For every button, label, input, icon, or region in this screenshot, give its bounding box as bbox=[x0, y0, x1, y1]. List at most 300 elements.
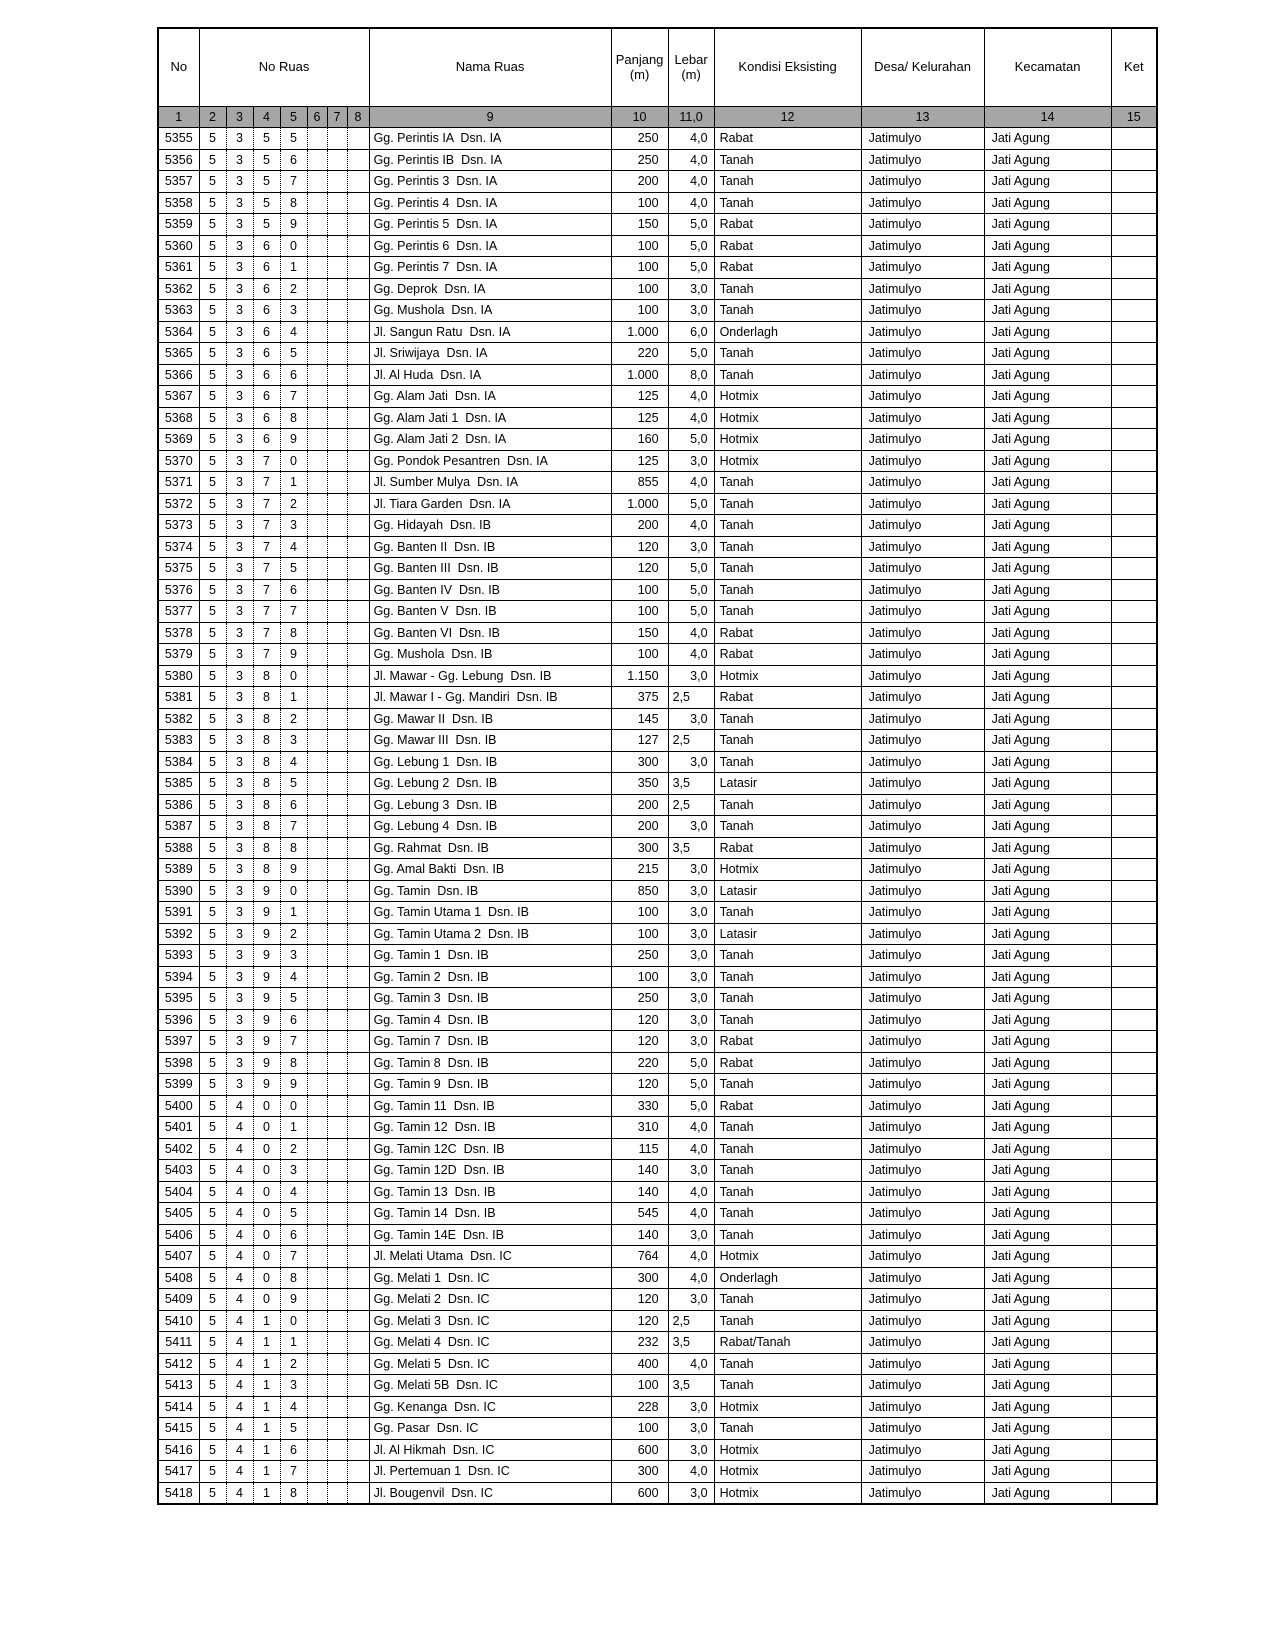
cell-kecamatan: Jati Agung bbox=[984, 988, 1111, 1010]
cell-ruas-digit-2: 3 bbox=[226, 579, 253, 601]
cell-ruas-digit-1: 5 bbox=[199, 1332, 226, 1354]
cell-ruas-digit-3: 7 bbox=[253, 644, 280, 666]
table-row bbox=[158, 1138, 1157, 1160]
cell-ruas-digit-4: 9 bbox=[280, 1289, 307, 1311]
cell-ruas-digit-5 bbox=[307, 1052, 327, 1074]
cell-ruas-digit-7 bbox=[347, 536, 369, 558]
cell-kecamatan: Jati Agung bbox=[984, 214, 1111, 236]
cell-nama-ruas: Gg. Lebung 2 Dsn. IB bbox=[369, 773, 611, 795]
cell-kecamatan: Jati Agung bbox=[984, 1396, 1111, 1418]
cell-ruas-digit-7 bbox=[347, 880, 369, 902]
cell-ruas-digit-5 bbox=[307, 536, 327, 558]
cell-lebar: 3,0 bbox=[668, 816, 714, 838]
cell-ruas-digit-2: 3 bbox=[226, 665, 253, 687]
cell-lebar: 3,0 bbox=[668, 1396, 714, 1418]
cell-lebar: 5,0 bbox=[668, 1074, 714, 1096]
cell-no: 5382 bbox=[158, 708, 199, 730]
table-row bbox=[158, 1031, 1157, 1053]
cell-ruas-digit-7 bbox=[347, 902, 369, 924]
cell-ket bbox=[1111, 1246, 1157, 1268]
cell-kecamatan: Jati Agung bbox=[984, 278, 1111, 300]
cell-ruas-digit-5 bbox=[307, 579, 327, 601]
cell-lebar: 3,0 bbox=[668, 1289, 714, 1311]
table-row bbox=[158, 235, 1157, 257]
column-number-4: 4 bbox=[253, 107, 280, 128]
cell-kecamatan: Jati Agung bbox=[984, 902, 1111, 924]
cell-kecamatan: Jati Agung bbox=[984, 880, 1111, 902]
cell-ruas-digit-4: 0 bbox=[280, 665, 307, 687]
cell-ruas-digit-5 bbox=[307, 515, 327, 537]
cell-ruas-digit-3: 9 bbox=[253, 902, 280, 924]
cell-ruas-digit-7 bbox=[347, 1267, 369, 1289]
cell-kondisi-eksisting: Tanah bbox=[714, 730, 861, 752]
cell-ruas-digit-7 bbox=[347, 1439, 369, 1461]
cell-no: 5387 bbox=[158, 816, 199, 838]
cell-ruas-digit-5 bbox=[307, 1353, 327, 1375]
cell-desa-kelurahan: Jatimulyo bbox=[861, 1224, 984, 1246]
cell-ruas-digit-5 bbox=[307, 794, 327, 816]
cell-desa-kelurahan: Jatimulyo bbox=[861, 214, 984, 236]
cell-ruas-digit-6 bbox=[327, 1267, 347, 1289]
table-row bbox=[158, 773, 1157, 795]
cell-ket bbox=[1111, 128, 1157, 150]
cell-ket bbox=[1111, 321, 1157, 343]
cell-ruas-digit-7 bbox=[347, 837, 369, 859]
table-row bbox=[158, 149, 1157, 171]
cell-nama-ruas: Gg. Tamin 13 Dsn. IB bbox=[369, 1181, 611, 1203]
cell-ruas-digit-5 bbox=[307, 751, 327, 773]
cell-ruas-digit-2: 3 bbox=[226, 601, 253, 623]
cell-no: 5390 bbox=[158, 880, 199, 902]
cell-ruas-digit-7 bbox=[347, 708, 369, 730]
cell-ruas-digit-6 bbox=[327, 1009, 347, 1031]
table-row bbox=[158, 558, 1157, 580]
cell-no: 5395 bbox=[158, 988, 199, 1010]
cell-ruas-digit-7 bbox=[347, 1074, 369, 1096]
cell-ruas-digit-3: 9 bbox=[253, 966, 280, 988]
cell-ket bbox=[1111, 1353, 1157, 1375]
cell-ruas-digit-3: 7 bbox=[253, 515, 280, 537]
cell-kecamatan: Jati Agung bbox=[984, 1160, 1111, 1182]
cell-ruas-digit-5 bbox=[307, 1375, 327, 1397]
cell-lebar: 3,0 bbox=[668, 1224, 714, 1246]
cell-ruas-digit-3: 0 bbox=[253, 1267, 280, 1289]
table-row bbox=[158, 192, 1157, 214]
cell-ruas-digit-2: 3 bbox=[226, 1009, 253, 1031]
cell-nama-ruas: Gg. Tamin 14E Dsn. IB bbox=[369, 1224, 611, 1246]
cell-lebar: 3,0 bbox=[668, 1160, 714, 1182]
cell-desa-kelurahan: Jatimulyo bbox=[861, 579, 984, 601]
cell-ruas-digit-3: 0 bbox=[253, 1224, 280, 1246]
cell-ruas-digit-7 bbox=[347, 945, 369, 967]
cell-ruas-digit-3: 8 bbox=[253, 687, 280, 709]
cell-kondisi-eksisting: Tanah bbox=[714, 1310, 861, 1332]
cell-kecamatan: Jati Agung bbox=[984, 300, 1111, 322]
cell-ruas-digit-4: 1 bbox=[280, 257, 307, 279]
cell-ruas-digit-1: 5 bbox=[199, 751, 226, 773]
cell-kondisi-eksisting: Hotmix bbox=[714, 429, 861, 451]
header-desa-kelurahan: Desa/ Kelurahan bbox=[861, 28, 984, 107]
cell-ruas-digit-3: 9 bbox=[253, 1052, 280, 1074]
cell-ruas-digit-6 bbox=[327, 751, 347, 773]
cell-ruas-digit-7 bbox=[347, 192, 369, 214]
cell-ket bbox=[1111, 1095, 1157, 1117]
cell-ruas-digit-6 bbox=[327, 988, 347, 1010]
cell-ruas-digit-7 bbox=[347, 665, 369, 687]
cell-kondisi-eksisting: Tanah bbox=[714, 1181, 861, 1203]
cell-panjang: 220 bbox=[611, 1052, 668, 1074]
cell-ruas-digit-5 bbox=[307, 429, 327, 451]
header-panjang-label: Panjang bbox=[615, 51, 664, 67]
cell-panjang: 200 bbox=[611, 515, 668, 537]
cell-lebar: 5,0 bbox=[668, 235, 714, 257]
cell-ruas-digit-4: 7 bbox=[280, 171, 307, 193]
cell-desa-kelurahan: Jatimulyo bbox=[861, 1461, 984, 1483]
cell-ruas-digit-2: 3 bbox=[226, 966, 253, 988]
cell-ruas-digit-7 bbox=[347, 644, 369, 666]
cell-panjang: 330 bbox=[611, 1095, 668, 1117]
cell-nama-ruas: Gg. Banten IV Dsn. IB bbox=[369, 579, 611, 601]
cell-kondisi-eksisting: Hotmix bbox=[714, 665, 861, 687]
cell-ruas-digit-3: 6 bbox=[253, 321, 280, 343]
column-number-1: 1 bbox=[158, 107, 199, 128]
header-panjang-unit: (m) bbox=[629, 66, 650, 82]
cell-ruas-digit-2: 3 bbox=[226, 837, 253, 859]
cell-panjang: 115 bbox=[611, 1138, 668, 1160]
cell-ruas-digit-6 bbox=[327, 1353, 347, 1375]
table-row bbox=[158, 730, 1157, 752]
cell-ruas-digit-2: 3 bbox=[226, 708, 253, 730]
header-ket: Ket bbox=[1111, 28, 1157, 107]
cell-kecamatan: Jati Agung bbox=[984, 1375, 1111, 1397]
cell-ruas-digit-4: 7 bbox=[280, 816, 307, 838]
cell-kondisi-eksisting: Tanah bbox=[714, 1289, 861, 1311]
cell-kondisi-eksisting: Tanah bbox=[714, 1224, 861, 1246]
table-row bbox=[158, 579, 1157, 601]
cell-ruas-digit-6 bbox=[327, 1461, 347, 1483]
cell-ruas-digit-3: 6 bbox=[253, 407, 280, 429]
cell-ruas-digit-6 bbox=[327, 708, 347, 730]
cell-kecamatan: Jati Agung bbox=[984, 1031, 1111, 1053]
column-number-3: 3 bbox=[226, 107, 253, 128]
cell-ruas-digit-3: 8 bbox=[253, 794, 280, 816]
header-no-ruas: No Ruas bbox=[199, 28, 369, 107]
cell-ruas-digit-1: 5 bbox=[199, 945, 226, 967]
cell-ruas-digit-3: 7 bbox=[253, 601, 280, 623]
cell-lebar: 4,0 bbox=[668, 192, 714, 214]
cell-kondisi-eksisting: Tanah bbox=[714, 300, 861, 322]
cell-kecamatan: Jati Agung bbox=[984, 794, 1111, 816]
cell-ruas-digit-4: 7 bbox=[280, 1461, 307, 1483]
cell-ket bbox=[1111, 665, 1157, 687]
cell-ruas-digit-7 bbox=[347, 622, 369, 644]
table-body bbox=[158, 107, 1157, 1505]
cell-ket bbox=[1111, 300, 1157, 322]
cell-desa-kelurahan: Jatimulyo bbox=[861, 407, 984, 429]
cell-nama-ruas: Gg. Mushola Dsn. IA bbox=[369, 300, 611, 322]
table-row bbox=[158, 1461, 1157, 1483]
cell-ruas-digit-2: 3 bbox=[226, 192, 253, 214]
cell-ruas-digit-6 bbox=[327, 837, 347, 859]
cell-panjang: 764 bbox=[611, 1246, 668, 1268]
cell-ruas-digit-6 bbox=[327, 321, 347, 343]
cell-panjang: 120 bbox=[611, 1074, 668, 1096]
cell-ruas-digit-4: 6 bbox=[280, 1009, 307, 1031]
cell-no: 5405 bbox=[158, 1203, 199, 1225]
cell-ruas-digit-4: 5 bbox=[280, 558, 307, 580]
cell-ruas-digit-5 bbox=[307, 472, 327, 494]
cell-kecamatan: Jati Agung bbox=[984, 386, 1111, 408]
cell-ruas-digit-2: 3 bbox=[226, 149, 253, 171]
cell-kondisi-eksisting: Onderlagh bbox=[714, 1267, 861, 1289]
cell-panjang: 140 bbox=[611, 1160, 668, 1182]
table-row bbox=[158, 1353, 1157, 1375]
cell-no: 5406 bbox=[158, 1224, 199, 1246]
cell-kondisi-eksisting: Rabat bbox=[714, 644, 861, 666]
cell-ruas-digit-1: 5 bbox=[199, 1181, 226, 1203]
cell-ruas-digit-4: 3 bbox=[280, 300, 307, 322]
cell-kecamatan: Jati Agung bbox=[984, 837, 1111, 859]
cell-ruas-digit-2: 3 bbox=[226, 902, 253, 924]
cell-ruas-digit-5 bbox=[307, 730, 327, 752]
cell-ruas-digit-6 bbox=[327, 794, 347, 816]
cell-ruas-digit-3: 1 bbox=[253, 1461, 280, 1483]
cell-nama-ruas: Gg. Perintis 7 Dsn. IA bbox=[369, 257, 611, 279]
cell-ruas-digit-6 bbox=[327, 902, 347, 924]
cell-ket bbox=[1111, 730, 1157, 752]
cell-lebar: 2,5 bbox=[668, 687, 714, 709]
cell-ket bbox=[1111, 149, 1157, 171]
cell-desa-kelurahan: Jatimulyo bbox=[861, 601, 984, 623]
cell-desa-kelurahan: Jatimulyo bbox=[861, 644, 984, 666]
cell-ruas-digit-7 bbox=[347, 128, 369, 150]
cell-no: 5379 bbox=[158, 644, 199, 666]
cell-nama-ruas: Gg. Rahmat Dsn. IB bbox=[369, 837, 611, 859]
table-row bbox=[158, 386, 1157, 408]
cell-lebar: 5,0 bbox=[668, 429, 714, 451]
cell-kondisi-eksisting: Hotmix bbox=[714, 1439, 861, 1461]
cell-ket bbox=[1111, 1289, 1157, 1311]
cell-no: 5366 bbox=[158, 364, 199, 386]
cell-kecamatan: Jati Agung bbox=[984, 235, 1111, 257]
table-row bbox=[158, 1246, 1157, 1268]
cell-ruas-digit-6 bbox=[327, 1418, 347, 1440]
cell-lebar: 3,0 bbox=[668, 278, 714, 300]
table-row bbox=[158, 601, 1157, 623]
cell-kecamatan: Jati Agung bbox=[984, 407, 1111, 429]
table-row bbox=[158, 1117, 1157, 1139]
cell-ruas-digit-4: 2 bbox=[280, 1353, 307, 1375]
cell-ket bbox=[1111, 558, 1157, 580]
cell-ruas-digit-4: 6 bbox=[280, 1439, 307, 1461]
cell-ruas-digit-2: 3 bbox=[226, 128, 253, 150]
cell-nama-ruas: Gg. Tamin 11 Dsn. IB bbox=[369, 1095, 611, 1117]
cell-ruas-digit-6 bbox=[327, 450, 347, 472]
cell-ruas-digit-6 bbox=[327, 622, 347, 644]
table-row bbox=[158, 1203, 1157, 1225]
cell-ruas-digit-6 bbox=[327, 1203, 347, 1225]
cell-ruas-digit-5 bbox=[307, 1031, 327, 1053]
cell-kecamatan: Jati Agung bbox=[984, 1203, 1111, 1225]
cell-kecamatan: Jati Agung bbox=[984, 1095, 1111, 1117]
header-lebar-label: Lebar bbox=[674, 51, 708, 67]
cell-ruas-digit-5 bbox=[307, 1482, 327, 1504]
cell-ruas-digit-7 bbox=[347, 472, 369, 494]
cell-ruas-digit-4: 0 bbox=[280, 1095, 307, 1117]
cell-ruas-digit-3: 6 bbox=[253, 386, 280, 408]
table-row bbox=[158, 1267, 1157, 1289]
cell-desa-kelurahan: Jatimulyo bbox=[861, 816, 984, 838]
column-number-15: 15 bbox=[1111, 107, 1157, 128]
cell-kondisi-eksisting: Tanah bbox=[714, 192, 861, 214]
cell-lebar: 5,0 bbox=[668, 1095, 714, 1117]
cell-kondisi-eksisting: Tanah bbox=[714, 902, 861, 924]
cell-ruas-digit-5 bbox=[307, 364, 327, 386]
header-kondisi-eksisting: Kondisi Eksisting bbox=[714, 28, 861, 107]
table-row bbox=[158, 1160, 1157, 1182]
cell-nama-ruas: Gg. Tamin 1 Dsn. IB bbox=[369, 945, 611, 967]
cell-ruas-digit-3: 0 bbox=[253, 1203, 280, 1225]
cell-ruas-digit-2: 4 bbox=[226, 1203, 253, 1225]
cell-nama-ruas: Gg. Tamin 12D Dsn. IB bbox=[369, 1160, 611, 1182]
cell-ruas-digit-4: 8 bbox=[280, 1267, 307, 1289]
column-number-14: 14 bbox=[984, 107, 1111, 128]
cell-ruas-digit-2: 3 bbox=[226, 816, 253, 838]
cell-nama-ruas: Gg. Lebung 3 Dsn. IB bbox=[369, 794, 611, 816]
cell-ruas-digit-7 bbox=[347, 1031, 369, 1053]
cell-ruas-digit-5 bbox=[307, 1117, 327, 1139]
cell-desa-kelurahan: Jatimulyo bbox=[861, 880, 984, 902]
cell-ruas-digit-1: 5 bbox=[199, 1138, 226, 1160]
cell-ket bbox=[1111, 859, 1157, 881]
cell-ruas-digit-6 bbox=[327, 1031, 347, 1053]
cell-ruas-digit-5 bbox=[307, 321, 327, 343]
cell-ruas-digit-5 bbox=[307, 149, 327, 171]
cell-ruas-digit-2: 4 bbox=[226, 1439, 253, 1461]
cell-ruas-digit-3: 5 bbox=[253, 171, 280, 193]
cell-ruas-digit-2: 3 bbox=[226, 257, 253, 279]
cell-ruas-digit-7 bbox=[347, 278, 369, 300]
cell-ruas-digit-2: 4 bbox=[226, 1246, 253, 1268]
cell-desa-kelurahan: Jatimulyo bbox=[861, 665, 984, 687]
cell-desa-kelurahan: Jatimulyo bbox=[861, 343, 984, 365]
cell-ruas-digit-5 bbox=[307, 1396, 327, 1418]
cell-ruas-digit-1: 5 bbox=[199, 837, 226, 859]
cell-ruas-digit-5 bbox=[307, 859, 327, 881]
cell-kondisi-eksisting: Tanah bbox=[714, 601, 861, 623]
cell-ket bbox=[1111, 1138, 1157, 1160]
cell-nama-ruas: Gg. Perintis 6 Dsn. IA bbox=[369, 235, 611, 257]
cell-ruas-digit-5 bbox=[307, 278, 327, 300]
cell-ruas-digit-1: 5 bbox=[199, 1353, 226, 1375]
cell-ruas-digit-1: 5 bbox=[199, 472, 226, 494]
cell-ruas-digit-2: 3 bbox=[226, 773, 253, 795]
cell-nama-ruas: Jl. Mawar - Gg. Lebung Dsn. IB bbox=[369, 665, 611, 687]
cell-ruas-digit-6 bbox=[327, 493, 347, 515]
cell-kecamatan: Jati Agung bbox=[984, 321, 1111, 343]
cell-kecamatan: Jati Agung bbox=[984, 966, 1111, 988]
cell-ruas-digit-3: 7 bbox=[253, 472, 280, 494]
cell-panjang: 125 bbox=[611, 450, 668, 472]
cell-panjang: 150 bbox=[611, 622, 668, 644]
cell-ruas-digit-6 bbox=[327, 128, 347, 150]
cell-kondisi-eksisting: Tanah bbox=[714, 816, 861, 838]
cell-ruas-digit-2: 3 bbox=[226, 493, 253, 515]
cell-ket bbox=[1111, 450, 1157, 472]
cell-lebar: 3,0 bbox=[668, 1009, 714, 1031]
cell-desa-kelurahan: Jatimulyo bbox=[861, 1289, 984, 1311]
table-row bbox=[158, 708, 1157, 730]
cell-lebar: 2,5 bbox=[668, 730, 714, 752]
cell-ruas-digit-3: 6 bbox=[253, 300, 280, 322]
cell-panjang: 1.150 bbox=[611, 665, 668, 687]
cell-ruas-digit-7 bbox=[347, 1375, 369, 1397]
cell-ruas-digit-5 bbox=[307, 1009, 327, 1031]
cell-desa-kelurahan: Jatimulyo bbox=[861, 1482, 984, 1504]
cell-ruas-digit-5 bbox=[307, 966, 327, 988]
cell-ket bbox=[1111, 1181, 1157, 1203]
cell-desa-kelurahan: Jatimulyo bbox=[861, 257, 984, 279]
cell-desa-kelurahan: Jatimulyo bbox=[861, 773, 984, 795]
column-number-6: 6 bbox=[307, 107, 327, 128]
cell-ruas-digit-4: 9 bbox=[280, 1074, 307, 1096]
cell-panjang: 140 bbox=[611, 1224, 668, 1246]
cell-ruas-digit-6 bbox=[327, 665, 347, 687]
cell-ruas-digit-7 bbox=[347, 429, 369, 451]
cell-lebar: 4,0 bbox=[668, 1267, 714, 1289]
cell-desa-kelurahan: Jatimulyo bbox=[861, 450, 984, 472]
cell-desa-kelurahan: Jatimulyo bbox=[861, 278, 984, 300]
table-row bbox=[158, 321, 1157, 343]
cell-kondisi-eksisting: Rabat/Tanah bbox=[714, 1332, 861, 1354]
cell-lebar: 5,0 bbox=[668, 1052, 714, 1074]
cell-desa-kelurahan: Jatimulyo bbox=[861, 902, 984, 924]
table-row bbox=[158, 429, 1157, 451]
column-number-row bbox=[158, 107, 1157, 128]
cell-ruas-digit-3: 6 bbox=[253, 235, 280, 257]
cell-desa-kelurahan: Jatimulyo bbox=[861, 558, 984, 580]
cell-kondisi-eksisting: Tanah bbox=[714, 1353, 861, 1375]
cell-kondisi-eksisting: Rabat bbox=[714, 214, 861, 236]
cell-ruas-digit-3: 5 bbox=[253, 192, 280, 214]
cell-ruas-digit-4: 0 bbox=[280, 1310, 307, 1332]
cell-ruas-digit-4: 1 bbox=[280, 1117, 307, 1139]
cell-lebar: 3,0 bbox=[668, 859, 714, 881]
cell-ruas-digit-1: 5 bbox=[199, 988, 226, 1010]
cell-ruas-digit-3: 0 bbox=[253, 1289, 280, 1311]
cell-desa-kelurahan: Jatimulyo bbox=[861, 1332, 984, 1354]
table-row bbox=[158, 1482, 1157, 1504]
cell-ruas-digit-3: 8 bbox=[253, 665, 280, 687]
cell-ruas-digit-2: 3 bbox=[226, 515, 253, 537]
cell-panjang: 855 bbox=[611, 472, 668, 494]
cell-kecamatan: Jati Agung bbox=[984, 773, 1111, 795]
cell-ruas-digit-2: 3 bbox=[226, 171, 253, 193]
cell-ruas-digit-4: 7 bbox=[280, 601, 307, 623]
cell-kecamatan: Jati Agung bbox=[984, 472, 1111, 494]
cell-ket bbox=[1111, 988, 1157, 1010]
cell-ruas-digit-7 bbox=[347, 1095, 369, 1117]
cell-nama-ruas: Gg. Melati 2 Dsn. IC bbox=[369, 1289, 611, 1311]
column-number-7: 7 bbox=[327, 107, 347, 128]
cell-lebar: 4,0 bbox=[668, 386, 714, 408]
cell-ruas-digit-6 bbox=[327, 1052, 347, 1074]
cell-ruas-digit-3: 0 bbox=[253, 1181, 280, 1203]
cell-kondisi-eksisting: Onderlagh bbox=[714, 321, 861, 343]
cell-ruas-digit-2: 4 bbox=[226, 1267, 253, 1289]
cell-ruas-digit-7 bbox=[347, 966, 369, 988]
cell-no: 5418 bbox=[158, 1482, 199, 1504]
